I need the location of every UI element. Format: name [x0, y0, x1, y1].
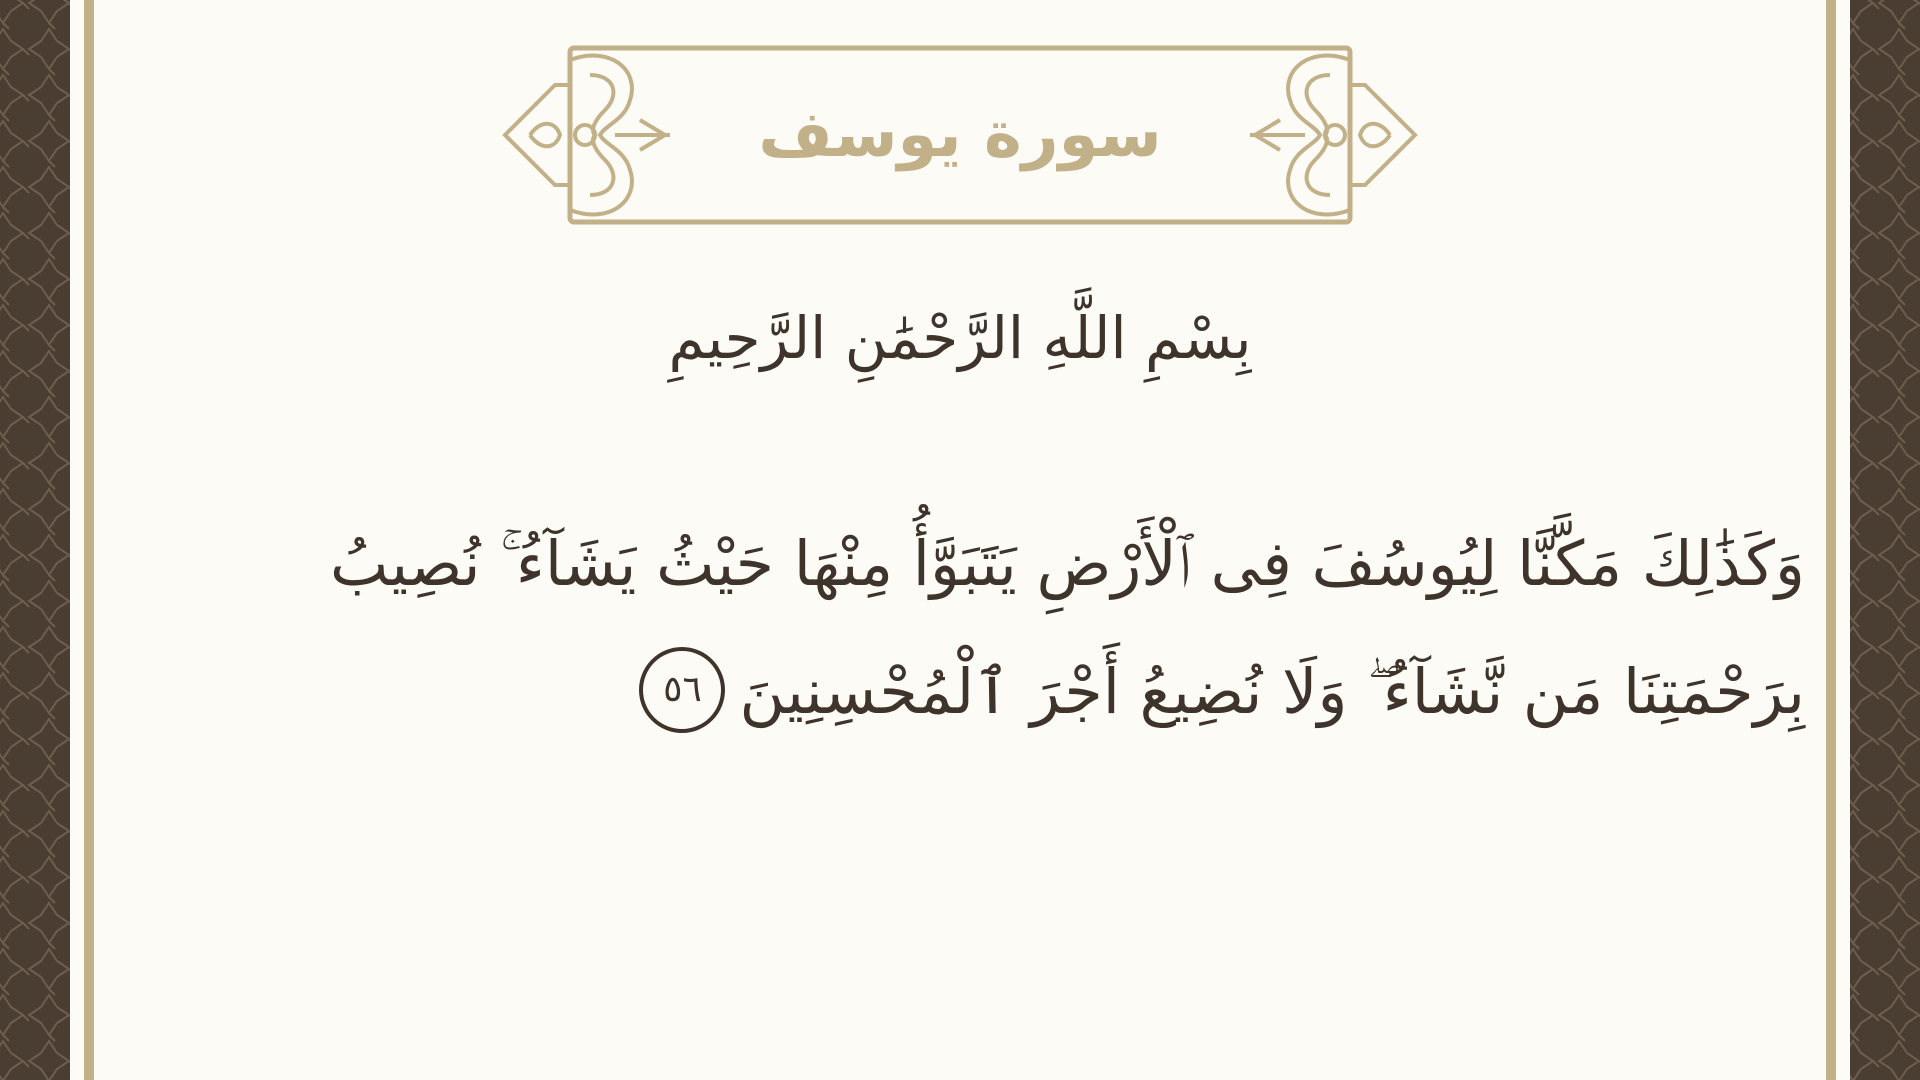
- left-geometric-border: [0, 0, 70, 1080]
- surah-header-frame: [500, 40, 1420, 230]
- right-gold-rule: [1826, 0, 1836, 1080]
- basmala: بِسْمِ اللَّهِ الرَّحْمَٰنِ الرَّحِيمِ: [668, 304, 1252, 372]
- verse-line-2-text: بِرَحْمَتِنَا مَن نَّشَآءُ ۖ وَلَا نُضِيعُ أَجْرَ ٱلْمُحْسِنِينَ: [739, 655, 1805, 728]
- verse-line-1: وَكَذَٰلِكَ مَكَّنَّا لِيُوسُفَ فِى ٱلْأَرْضِ يَتَبَوَّأُ مِنْهَا حَيْثُ يَشَآءُ ۚ نُصِيبُ: [329, 527, 1805, 600]
- surah-title: سورة يوسف: [758, 98, 1162, 172]
- right-geometric-border: [1850, 0, 1920, 1080]
- verse-text: [250, 500, 1805, 756]
- left-gold-rule: [84, 0, 94, 1080]
- verse-line-2: [250, 628, 1805, 756]
- ayah-end-marker-icon: ٥٦: [639, 647, 725, 733]
